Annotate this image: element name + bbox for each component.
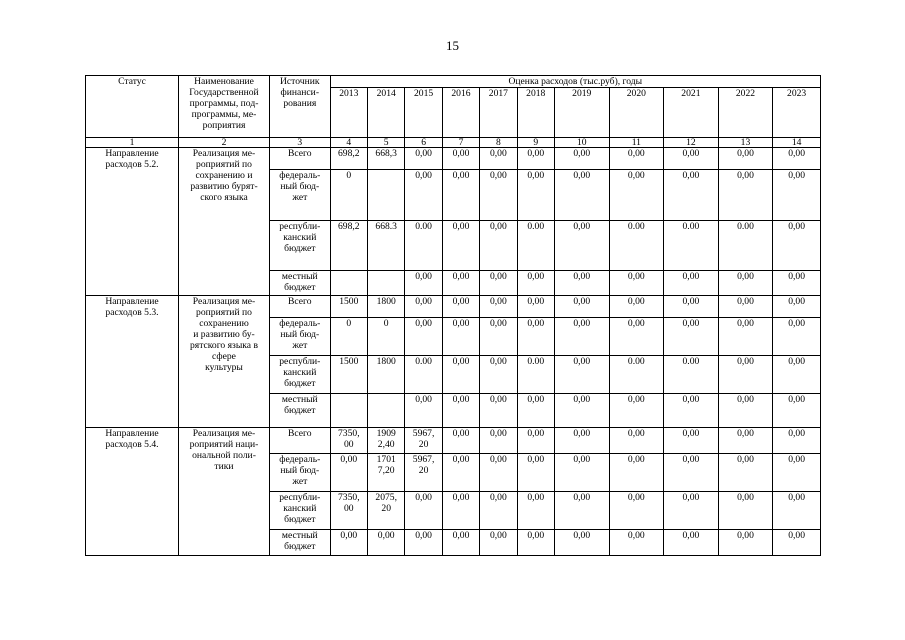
cell-value: 0.00 bbox=[664, 356, 719, 394]
cell-value: 0.00 bbox=[405, 356, 442, 394]
cell-value: 0,00 bbox=[405, 148, 442, 170]
cell-value: 0,00 bbox=[718, 454, 773, 492]
cell-value bbox=[330, 394, 367, 428]
cell-value: 0,00 bbox=[442, 221, 479, 271]
cell-value: 0,00 bbox=[442, 148, 479, 170]
cell-value: 0,00 bbox=[405, 394, 442, 428]
header-status: Статус bbox=[86, 76, 179, 138]
cell-value: 0.00 bbox=[517, 221, 554, 271]
cell-value: 0,00 bbox=[442, 271, 479, 296]
cell-value: 0,00 bbox=[554, 454, 609, 492]
cell-value: 0,00 bbox=[554, 296, 609, 318]
cell-value: 0,00 bbox=[480, 492, 517, 530]
cell-value: 0,00 bbox=[773, 356, 821, 394]
header-source: Источник финанси- рования bbox=[269, 76, 330, 138]
cell-funding-source: Всего bbox=[269, 296, 330, 318]
cell-value: 0,00 bbox=[480, 394, 517, 428]
cell-value: 0,00 bbox=[664, 170, 719, 221]
header-year: 2022 bbox=[718, 88, 773, 138]
cell-value: 0,00 bbox=[609, 454, 664, 492]
cell-value: 0,00 bbox=[442, 170, 479, 221]
column-number: 6 bbox=[405, 138, 442, 148]
cell-value: 0,00 bbox=[718, 428, 773, 454]
cell-value: 0,00 bbox=[773, 170, 821, 221]
cell-value: 0,00 bbox=[554, 492, 609, 530]
cell-value: 0,00 bbox=[480, 221, 517, 271]
cell-value: 0,00 bbox=[773, 296, 821, 318]
cell-value: 0,00 bbox=[664, 318, 719, 356]
cell-funding-source: местный бюджет bbox=[269, 271, 330, 296]
cell-value: 0,00 bbox=[718, 148, 773, 170]
cell-status: Направление расходов 5.3. bbox=[86, 296, 179, 428]
cell-funding-source: Всего bbox=[269, 428, 330, 454]
cell-value: 0,00 bbox=[773, 492, 821, 530]
column-number: 4 bbox=[330, 138, 367, 148]
cell-value: 2075, 20 bbox=[368, 492, 405, 530]
cell-value: 0,00 bbox=[554, 221, 609, 271]
cell-value: 1500 bbox=[330, 296, 367, 318]
cell-funding-source: федераль- ный бюд- жет bbox=[269, 454, 330, 492]
cell-value: 0 bbox=[368, 318, 405, 356]
cell-value: 0,00 bbox=[718, 492, 773, 530]
cell-value: 0,00 bbox=[609, 170, 664, 221]
cell-funding-source: республи- канский бюджет bbox=[269, 356, 330, 394]
cell-status: Направление расходов 5.4. bbox=[86, 428, 179, 556]
cell-value: 0,00 bbox=[554, 271, 609, 296]
cell-value: 698,2 bbox=[330, 221, 367, 271]
cell-value: 0,00 bbox=[517, 454, 554, 492]
cell-value: 0,00 bbox=[554, 394, 609, 428]
cell-value: 0,00 bbox=[773, 221, 821, 271]
cell-value: 0,00 bbox=[773, 428, 821, 454]
cell-value: 0,00 bbox=[517, 296, 554, 318]
cell-value: 0,00 bbox=[609, 271, 664, 296]
cell-value: 668,3 bbox=[368, 148, 405, 170]
cell-value: 0,00 bbox=[718, 530, 773, 556]
column-number: 10 bbox=[554, 138, 609, 148]
cell-value: 0,00 bbox=[442, 296, 479, 318]
cell-value: 668.3 bbox=[368, 221, 405, 271]
cell-value: 0,00 bbox=[609, 296, 664, 318]
header-name: Наименование Государственной программы, под- программы, ме- роприятия bbox=[179, 76, 270, 138]
cell-value: 0,00 bbox=[330, 454, 367, 492]
cell-value: 0,00 bbox=[664, 530, 719, 556]
cell-value: 0,00 bbox=[609, 530, 664, 556]
cell-value: 0,00 bbox=[664, 296, 719, 318]
cell-value: 1800 bbox=[368, 356, 405, 394]
cell-value: 0,00 bbox=[773, 148, 821, 170]
cell-status: Направление расходов 5.2. bbox=[86, 148, 179, 296]
cell-value: 0.00 bbox=[517, 356, 554, 394]
cell-value: 1909 2,40 bbox=[368, 428, 405, 454]
cell-value: 0,00 bbox=[773, 454, 821, 492]
cell-value: 0,00 bbox=[405, 170, 442, 221]
column-number: 11 bbox=[609, 138, 664, 148]
cell-value: 0,00 bbox=[442, 318, 479, 356]
header-year: 2021 bbox=[664, 88, 719, 138]
column-number: 8 bbox=[480, 138, 517, 148]
expenditure-table bbox=[85, 75, 821, 556]
header-year: 2023 bbox=[773, 88, 821, 138]
cell-value: 0,00 bbox=[330, 530, 367, 556]
cell-value: 0 bbox=[330, 318, 367, 356]
column-number: 14 bbox=[773, 138, 821, 148]
cell-value: 0,00 bbox=[442, 356, 479, 394]
cell-value: 0,00 bbox=[664, 148, 719, 170]
cell-value: 0,00 bbox=[442, 428, 479, 454]
cell-value: 0,00 bbox=[480, 318, 517, 356]
cell-value: 0,00 bbox=[554, 356, 609, 394]
cell-value: 0,00 bbox=[517, 271, 554, 296]
cell-value: 1701 7,20 bbox=[368, 454, 405, 492]
column-number: 9 bbox=[517, 138, 554, 148]
column-number: 7 bbox=[442, 138, 479, 148]
cell-value: 0,00 bbox=[517, 394, 554, 428]
cell-value: 0,00 bbox=[773, 271, 821, 296]
cell-value: 0,00 bbox=[609, 394, 664, 428]
cell-funding-source: Всего bbox=[269, 148, 330, 170]
cell-value: 0,00 bbox=[517, 318, 554, 356]
cell-value: 0,00 bbox=[609, 148, 664, 170]
cell-funding-source: местный бюджет bbox=[269, 394, 330, 428]
header-year: 2019 bbox=[554, 88, 609, 138]
column-number: 5 bbox=[368, 138, 405, 148]
table-row bbox=[86, 428, 821, 454]
header-year: 2014 bbox=[368, 88, 405, 138]
column-number: 2 bbox=[179, 138, 270, 148]
table-body bbox=[86, 148, 821, 556]
header-year: 2015 bbox=[405, 88, 442, 138]
cell-value: 0,00 bbox=[517, 492, 554, 530]
cell-value: 0,00 bbox=[517, 530, 554, 556]
cell-value: 0,00 bbox=[405, 492, 442, 530]
cell-value: 0,00 bbox=[517, 170, 554, 221]
cell-value: 0,00 bbox=[480, 296, 517, 318]
column-number-row bbox=[86, 138, 821, 148]
cell-value: 0,00 bbox=[405, 296, 442, 318]
cell-value: 0,00 bbox=[554, 428, 609, 454]
cell-value: 0,00 bbox=[480, 170, 517, 221]
cell-value: 0,00 bbox=[480, 356, 517, 394]
cell-value: 0,00 bbox=[480, 530, 517, 556]
cell-value: 0,00 bbox=[718, 271, 773, 296]
cell-value: 0,00 bbox=[773, 394, 821, 428]
header-year: 2017 bbox=[480, 88, 517, 138]
cell-value: 0,00 bbox=[442, 492, 479, 530]
cell-value: 0,00 bbox=[517, 428, 554, 454]
header-year: 2013 bbox=[330, 88, 367, 138]
table-row bbox=[86, 148, 821, 170]
cell-value: 0,00 bbox=[718, 296, 773, 318]
cell-value: 0.00 bbox=[609, 221, 664, 271]
column-number: 12 bbox=[664, 138, 719, 148]
header-year: 2016 bbox=[442, 88, 479, 138]
cell-value: 0,00 bbox=[480, 428, 517, 454]
page-number: 15 bbox=[446, 38, 459, 53]
cell-value: 0,00 bbox=[609, 318, 664, 356]
cell-value: 0,00 bbox=[442, 454, 479, 492]
cell-funding-source: федераль- ный бюд- жет bbox=[269, 170, 330, 221]
cell-value: 0,00 bbox=[609, 492, 664, 530]
cell-value: 698,2 bbox=[330, 148, 367, 170]
cell-program-name: Реализация ме- роприятий по сохранению и развитию бурят- ского языка bbox=[179, 148, 270, 296]
cell-value: 0,00 bbox=[517, 148, 554, 170]
cell-value: 1800 bbox=[368, 296, 405, 318]
cell-value: 0,00 bbox=[442, 394, 479, 428]
cell-value: 0.00 bbox=[718, 221, 773, 271]
cell-funding-source: федераль- ный бюд- жет bbox=[269, 318, 330, 356]
cell-value: 0,00 bbox=[480, 148, 517, 170]
cell-value: 0,00 bbox=[609, 428, 664, 454]
cell-program-name: Реализация ме- роприятий по сохранению и развитию бу- рятского языка в сфере культуры bbox=[179, 296, 270, 428]
cell-value: 0,00 bbox=[405, 271, 442, 296]
cell-value bbox=[368, 170, 405, 221]
column-number: 3 bbox=[269, 138, 330, 148]
cell-value: 0.00 bbox=[405, 221, 442, 271]
header-year: 2020 bbox=[609, 88, 664, 138]
cell-value bbox=[368, 394, 405, 428]
cell-value: 0 bbox=[330, 170, 367, 221]
cell-value: 7350, 00 bbox=[330, 428, 367, 454]
cell-value: 0,00 bbox=[405, 530, 442, 556]
cell-value: 5967, 20 bbox=[405, 428, 442, 454]
cell-value: 0,00 bbox=[554, 170, 609, 221]
cell-value: 0,00 bbox=[773, 318, 821, 356]
cell-funding-source: республи- канский бюджет bbox=[269, 492, 330, 530]
cell-value: 0,00 bbox=[773, 530, 821, 556]
cell-value bbox=[368, 271, 405, 296]
header-year: 2018 bbox=[517, 88, 554, 138]
cell-value: 0.00 bbox=[664, 221, 719, 271]
cell-value: 0,00 bbox=[554, 148, 609, 170]
cell-value: 1500 bbox=[330, 356, 367, 394]
header-estimate: Оценка расходов (тыс.руб), годы bbox=[330, 76, 820, 88]
cell-value: 5967, 20 bbox=[405, 454, 442, 492]
cell-value: 0,00 bbox=[664, 428, 719, 454]
cell-value: 0,00 bbox=[368, 530, 405, 556]
cell-value bbox=[330, 271, 367, 296]
cell-value: 0,00 bbox=[664, 492, 719, 530]
cell-value: 0,00 bbox=[664, 271, 719, 296]
cell-value: 0,00 bbox=[405, 318, 442, 356]
cell-funding-source: местный бюджет bbox=[269, 530, 330, 556]
column-number: 1 bbox=[86, 138, 179, 148]
cell-value: 0,00 bbox=[718, 170, 773, 221]
column-number: 13 bbox=[718, 138, 773, 148]
cell-value: 0,00 bbox=[480, 454, 517, 492]
cell-value: 0,00 bbox=[554, 318, 609, 356]
cell-value: 0,00 bbox=[664, 394, 719, 428]
cell-value: 0,00 bbox=[480, 271, 517, 296]
cell-value: 0,00 bbox=[664, 454, 719, 492]
table-row bbox=[86, 296, 821, 318]
cell-program-name: Реализация ме- роприятий наци- ональной поли- тики bbox=[179, 428, 270, 556]
cell-value: 0,00 bbox=[718, 318, 773, 356]
cell-value: 7350, 00 bbox=[330, 492, 367, 530]
cell-value: 0,00 bbox=[718, 356, 773, 394]
cell-value: 0,00 bbox=[554, 530, 609, 556]
cell-value: 0,00 bbox=[718, 394, 773, 428]
cell-value: 0.00 bbox=[609, 356, 664, 394]
cell-value: 0,00 bbox=[442, 530, 479, 556]
cell-funding-source: республи- канский бюджет bbox=[269, 221, 330, 271]
